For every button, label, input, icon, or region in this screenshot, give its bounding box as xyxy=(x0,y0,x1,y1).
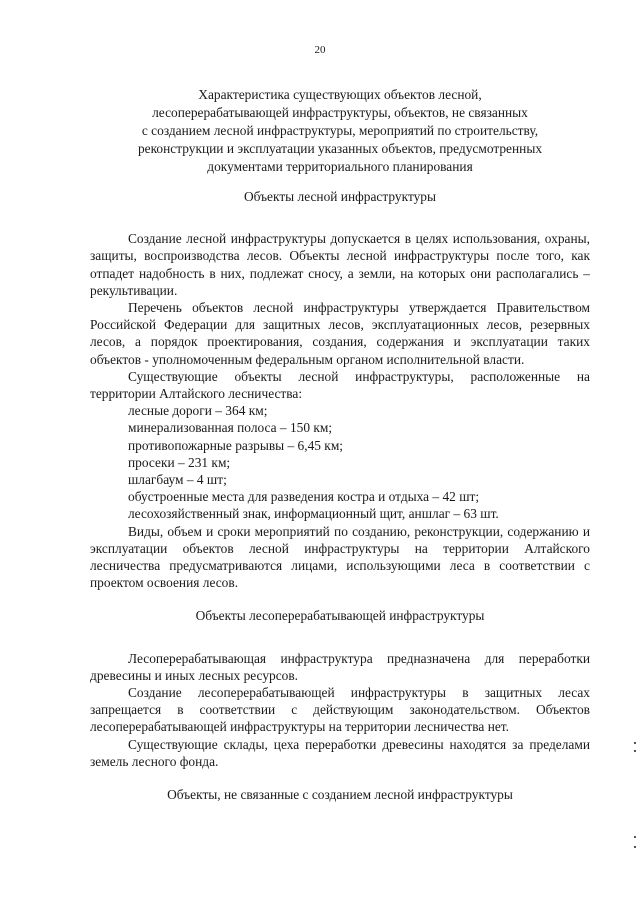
list-item: минерализованная полоса – 150 км; xyxy=(128,420,333,436)
title-line: лесоперерабатывающей инфраструктуры, объектов, не связанных xyxy=(152,105,528,120)
section-heading-non-infrastructure-objects: Объекты, не связанные с созданием лесной инфраструктуры xyxy=(167,787,513,803)
paragraph: Перечень объектов лесной инфраструктуры утверждается Правительством Российской Федерации для защитных лесов, эксплуатационных лесов, резервных лесов, а порядок проектирования, создания, содержания и эксплуатации таких объектов - уполномоченным федеральным органом исполнительной власти. xyxy=(90,300,590,367)
paragraph: Создание лесоперерабатывающей инфраструктуры в защитных лесах запрещается в соответствии с действующим законодательством. Объектов лесоперерабатывающей инфраструктуры на территории лесничества нет. xyxy=(90,685,590,735)
title-line: документами территориального планирования xyxy=(207,159,473,174)
document-body xyxy=(90,86,590,803)
section-heading-forest-infrastructure: Объекты лесной инфраструктуры xyxy=(243,189,437,204)
list-item: просеки – 231 км; xyxy=(128,454,231,470)
paragraph: Виды, объем и сроки мероприятий по созданию, реконструкции, содержанию и эксплуатации объектов лесной инфраструктуры на территории Алтайского лесничества предусматриваются лицами, использующими леса в соответствии с проектом освоения лесов. xyxy=(90,523,590,591)
title-line: Характеристика существующих объектов лесной, xyxy=(198,87,482,102)
scan-artifact-mark xyxy=(634,836,636,838)
document-title xyxy=(90,86,590,176)
list-item: шлагбаум – 4 шт; xyxy=(128,472,227,488)
infrastructure-list xyxy=(90,402,590,522)
section-heading-processing-infrastructure: Объекты лесоперерабатывающей инфраструктуры xyxy=(195,608,485,624)
scan-artifact-mark xyxy=(634,750,636,752)
page-number: 20 xyxy=(314,44,326,56)
paragraph: Лесоперерабатывающая инфраструктура предназначена для переработки древесины и иных лесных ресурсов. xyxy=(90,650,590,683)
scan-artifact-mark xyxy=(634,846,636,848)
list-item: обустроенные места для разведения костра и отдыха – 42 шт; xyxy=(128,489,480,505)
scan-artifact-mark xyxy=(634,742,636,744)
list-item: лесохозяйственный знак, информационный щит, аншлаг – 63 шт. xyxy=(128,506,499,522)
list-item: противопожарные разрывы – 6,45 км; xyxy=(128,437,344,453)
title-line: с созданием лесной инфраструктуры, мероприятий по строительству, xyxy=(141,123,539,138)
title-line: реконструкции и эксплуатации указанных объектов, предусмотренных xyxy=(137,141,543,156)
paragraph: Создание лесной инфраструктуры допускается в целях использования, охраны, защиты, воспроизводства лесов. Объекты лесной инфраструктуры после того, как отпадет надобность в них, подлежат сносу, а земли, на которых они располагались – рекультивации. xyxy=(90,231,590,298)
paragraph: Существующие склады, цеха переработки древесины находятся за пределами земель лесного фонда. xyxy=(90,736,590,769)
list-item: лесные дороги – 364 км; xyxy=(128,403,268,419)
paragraph: Существующие объекты лесной инфраструктуры, расположенные на территории Алтайского лесничества: xyxy=(90,368,590,402)
